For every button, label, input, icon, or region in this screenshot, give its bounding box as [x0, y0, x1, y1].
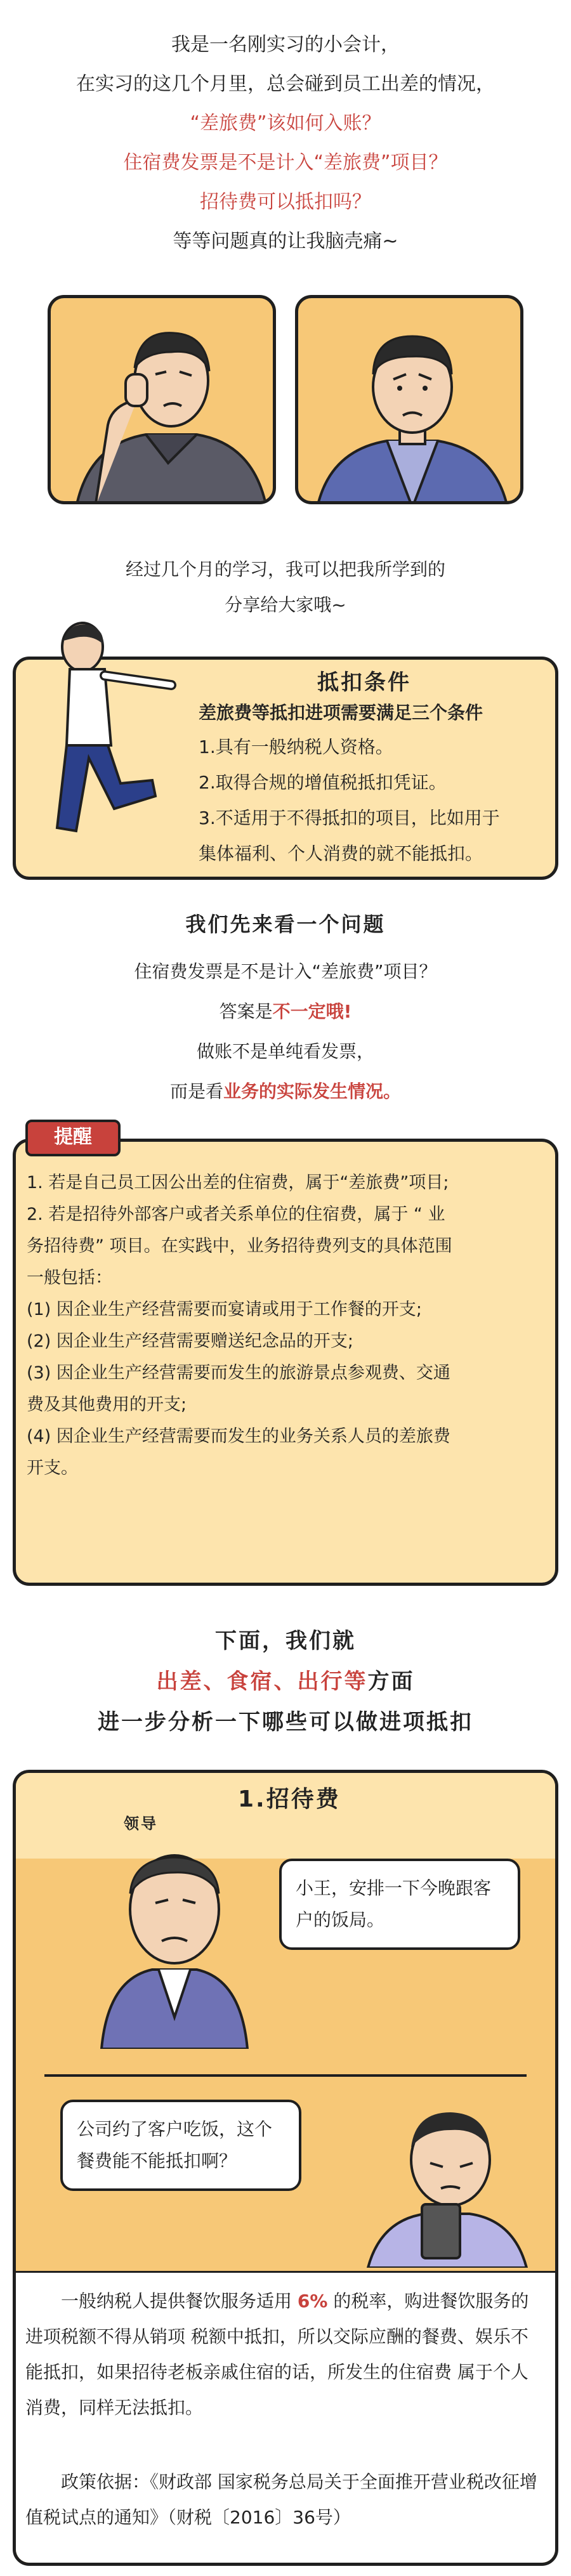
share-line: 经过几个月的学习，我可以把我所学到的 [125, 559, 445, 580]
next-line [0, 1661, 571, 1702]
question-title: 我们先来看一个问题 [185, 912, 386, 936]
reminder-tag: 提醒 [25, 1120, 121, 1156]
pointing-man-illustration [44, 618, 190, 860]
illustration-panel-worried [295, 295, 523, 504]
reminder-line: (1) 因企业生产经营需要而宴请或用于工作餐的开支; [27, 1300, 422, 1319]
condition-item: 集体福利、个人消费的就不能抵扣。 [199, 843, 483, 864]
answer-prefix: 答案是 [219, 1001, 273, 1022]
reminder-line: 一般包括： [27, 1268, 112, 1288]
illustration-panel-thinking [48, 295, 276, 504]
answer-line [0, 991, 571, 1031]
answer-highlight: 不一定哦! [272, 1001, 352, 1022]
leader-label: 领导 [124, 1815, 158, 1833]
reminder-line: 2. 若是招待外部客户或者关系单位的住宿费，属于 “ 业 [27, 1205, 445, 1224]
question-line: 住宿费发票是不是计入“差旅费”项目？ [134, 961, 437, 982]
reminder-text [27, 1167, 547, 1484]
employee-speech-bubble: 公司约了客户吃饭，这个餐费能不能抵扣啊？ [60, 2100, 301, 2191]
leader-speech-bubble: 小王，安排一下今晚跟客户的饭局。 [279, 1859, 520, 1950]
entertain-paragraph [25, 2284, 546, 2426]
conditions-title: 抵扣条件 [317, 670, 411, 695]
next-line: 下面，我们就 [215, 1628, 356, 1654]
reminder-line: 务招待费” 项目。在实践中，业务招待费列支的具体范围 [27, 1236, 452, 1256]
reminder-line: (4) 因企业生产经营需要而发生的业务关系人员的差旅费 [27, 1427, 450, 1446]
reminder-line: (3) 因企业生产经营需要而发生的旅游景点参观费、交通 [27, 1363, 450, 1383]
desk-line [44, 2074, 527, 2077]
policy-basis: 政策依据：《财政部 国家税务总局关于全面推开营业税改征增值税试点的通知》（财税〔2016〕36号） [25, 2471, 537, 2528]
next-heading [0, 1621, 571, 1742]
answer-highlight: 业务的实际发生情况。 [223, 1081, 402, 1102]
answer-prefix: 而是看 [169, 1081, 223, 1102]
condition-item: 1.具有一般纳税人资格。 [199, 736, 393, 757]
question-text [0, 951, 571, 1111]
conditions-subtitle: 差旅费等抵扣进项需要满足三个条件 [199, 702, 483, 723]
intro-line-highlight: 住宿费发票是不是计入“差旅费”项目？ [123, 152, 448, 174]
intro-line: 在实习的这几个月里，总会碰到员工出差的情况， [76, 73, 495, 95]
condition-item: 3.不适用于不得抵扣的项目，比如用于 [199, 807, 500, 828]
conditions-list [199, 729, 500, 872]
condition-item: 2.取得合规的增值税抵扣凭证。 [199, 772, 447, 793]
leader-illustration [89, 1833, 254, 2049]
intro-text [0, 25, 571, 261]
next-highlight: 出差、食宿、出行等 [156, 1669, 368, 1694]
thinking-man-illustration [51, 298, 276, 504]
reminder-line: 1. 若是自己员工因公出差的住宿费，属于“差旅费”项目; [27, 1173, 449, 1193]
worried-man-illustration [298, 298, 523, 504]
para-rest: 的税率，购进餐饮服务的进项税额不得从销项 税额中抵扣，所以交际应酬的餐费、娱乐不能抵扣，如果招待老板亲戚住宿的话，所发生的住宿费 属于个人消费，同样无法抵扣。 [25, 2291, 529, 2418]
reminder-line: (2) 因企业生产经营需要赠送纪念品的开支; [27, 1331, 353, 1351]
next-line: 进一步分析一下哪些可以做进项抵扣 [98, 1710, 473, 1735]
intro-line-highlight: “差旅费”该如何入账？ [190, 112, 381, 134]
question-line: 做账不是单纯看发票， [196, 1041, 374, 1062]
answer-line [0, 1071, 571, 1111]
para-prefix: 一般纳税人提供餐饮服务适用 [61, 2291, 292, 2311]
share-text [0, 552, 571, 623]
reminder-line: 开支。 [27, 1458, 78, 1478]
entertain-title: 1.招待费 [238, 1786, 341, 1812]
tax-rate: 6% [297, 2291, 328, 2311]
next-suffix: 方面 [367, 1669, 415, 1694]
reminder-line: 费及其他费用的开支; [27, 1395, 187, 1415]
share-line: 分享给大家哦~ [225, 594, 346, 615]
employee-phone-illustration [355, 2100, 533, 2268]
intro-line: 我是一名刚实习的小会计， [171, 34, 400, 56]
intro-line: 等等问题真的让我脑壳痛~ [173, 230, 398, 252]
intro-line-highlight: 招待费可以抵扣吗？ [200, 191, 371, 213]
